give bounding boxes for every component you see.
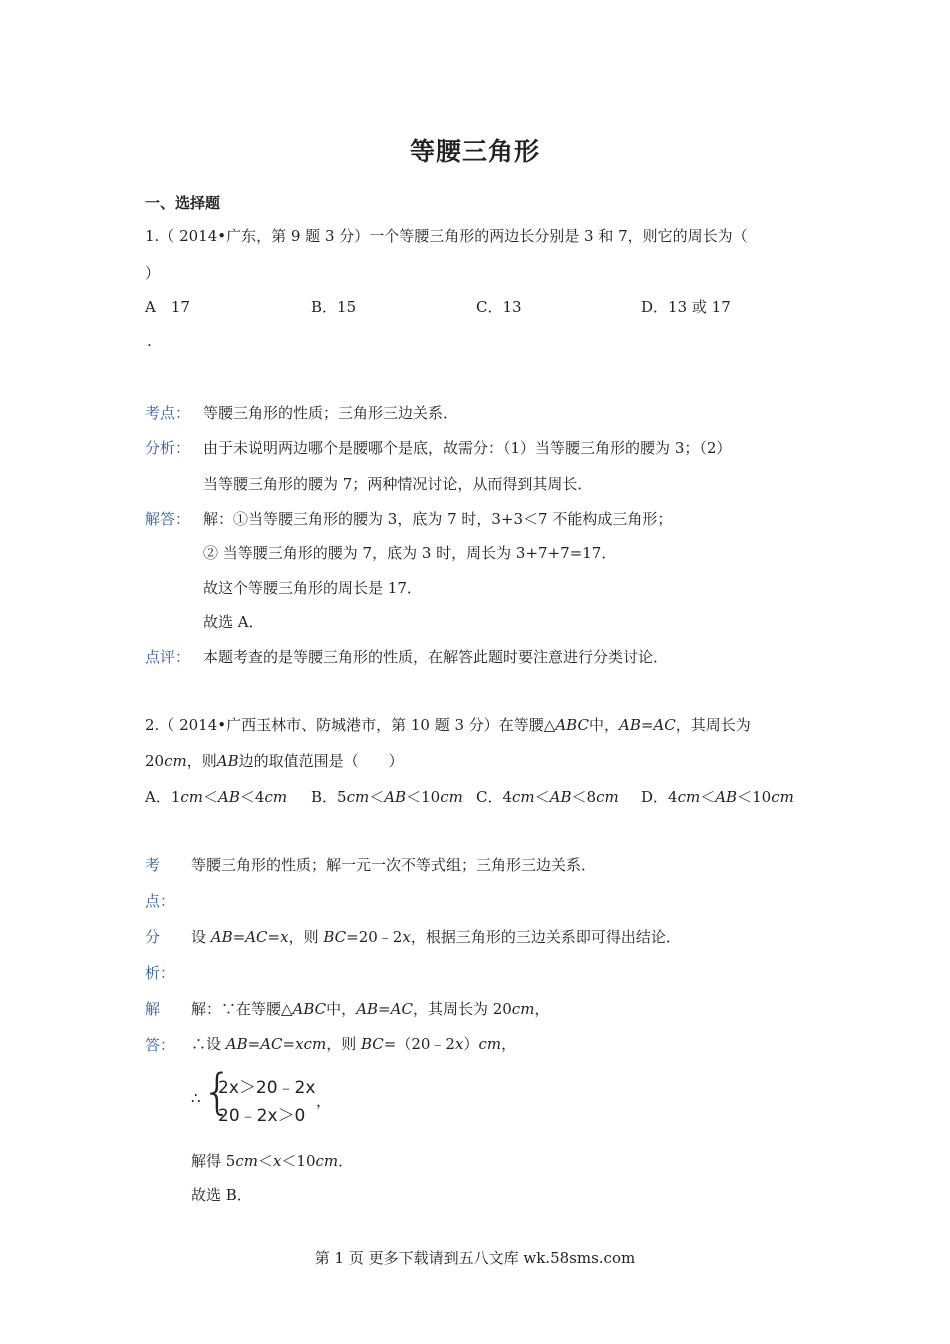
q1-dianping-text: 本题考查的是等腰三角形的性质，在解答此题时要注意进行分类讨论． (203, 648, 669, 666)
q1-jieda-line3: 故这个等腰三角形的周长是 17． (203, 579, 422, 597)
q2-option-c: C．4cm＜AB＜8cm (476, 788, 619, 806)
therefore-symbol: ∴ (191, 1089, 201, 1107)
inequality-1: 2x＞20﹣2x (218, 1078, 316, 1098)
q1-option-d: D．13 或 17 (641, 298, 731, 316)
page-title: 等腰三角形 (409, 137, 540, 166)
q2-result: 解得 5cm＜x＜10cm． (191, 1152, 354, 1170)
q2-label-xi: 析： (145, 964, 176, 982)
section-heading: 一、选择题 (145, 194, 221, 212)
q2-label-da: 答： (145, 1036, 176, 1054)
q2-option-d: D．4cm＜AB＜10cm (641, 788, 794, 806)
system-brace: { (202, 1064, 233, 1120)
q2-answer: 故选 B． (191, 1186, 252, 1204)
q1-option-a: A 17 (145, 298, 190, 316)
q2-kaodian-text: 等腰三角形的性质；解一元一次不等式组；三角形三边关系． (191, 856, 597, 874)
q2-option-a: A．1cm＜AB＜4cm (145, 788, 288, 806)
system-comma: ， (316, 1092, 332, 1110)
q1-fenxi-label: 分析： (145, 439, 191, 457)
q1-option-b: B．15 (311, 298, 357, 316)
q1-dot: . (147, 332, 152, 350)
q2-label-kao: 考 (145, 856, 161, 874)
q1-fenxi-line1: 由于未说明两边哪个是腰哪个是底，故需分：（1）当等腰三角形的腰为 3；（2） (203, 439, 732, 457)
q2-fenxi-text: 设 AB=AC=x，则 BC=20﹣2x，根据三角形的三边关系即可得出结论． (191, 928, 681, 946)
q2-label-jie: 解 (145, 1000, 161, 1018)
q1-stem-end: ） (145, 264, 161, 282)
q1-jieda-line2: ② 当等腰三角形的腰为 7，底为 3 时，周长为 3+7+7=17． (203, 544, 617, 562)
page-footer: 第 1 页 更多下载请到五八文库 wk.58sms.com (314, 1249, 636, 1267)
q1-jieda-line4: 故选 A． (203, 613, 264, 631)
q1-kaodian-label: 考点： (145, 404, 191, 422)
q1-jieda-line1: 解：①当等腰三角形的腰为 3，底为 7 时，3+3＜7 不能构成三角形； (203, 510, 673, 528)
q2-option-b: B．5cm＜AB＜10cm (311, 788, 463, 806)
q1-fenxi-line2: 当等腰三角形的腰为 7；两种情况讨论，从而得到其周长． (203, 475, 593, 493)
q2-stem-line2: 20cm，则AB边的取值范围是（ ） (145, 752, 404, 770)
q2-jieda-line1: 解：∵在等腰△ABC中，AB=AC，其周长为 20cm， (191, 1000, 550, 1018)
q2-stem-line1: 2.（ 2014•广西玉林市、防城港市，第 10 题 3 分）在等腰△ABC中，AB=AC，其周长为 (145, 716, 751, 734)
q1-kaodian-text: 等腰三角形的性质；三角形三边关系． (203, 404, 459, 422)
q2-label-dian: 点： (145, 892, 176, 910)
q1-jieda-label: 解答： (145, 510, 191, 528)
q1-stem: 1.（ 2014•广东，第 9 题 3 分）一个等腰三角形的两边长分别是 3 和 7，则它的周长为（ (145, 227, 748, 245)
inequality-2: 20﹣2x＞0 (218, 1106, 306, 1126)
q1-option-c: C．13 (476, 298, 522, 316)
q1-dianping-label: 点评： (145, 648, 191, 666)
q2-label-fen: 分 (145, 928, 161, 946)
q2-jieda-line2: ∴设 AB=AC=xcm，则 BC=（20﹣2x）cm， (191, 1035, 517, 1053)
